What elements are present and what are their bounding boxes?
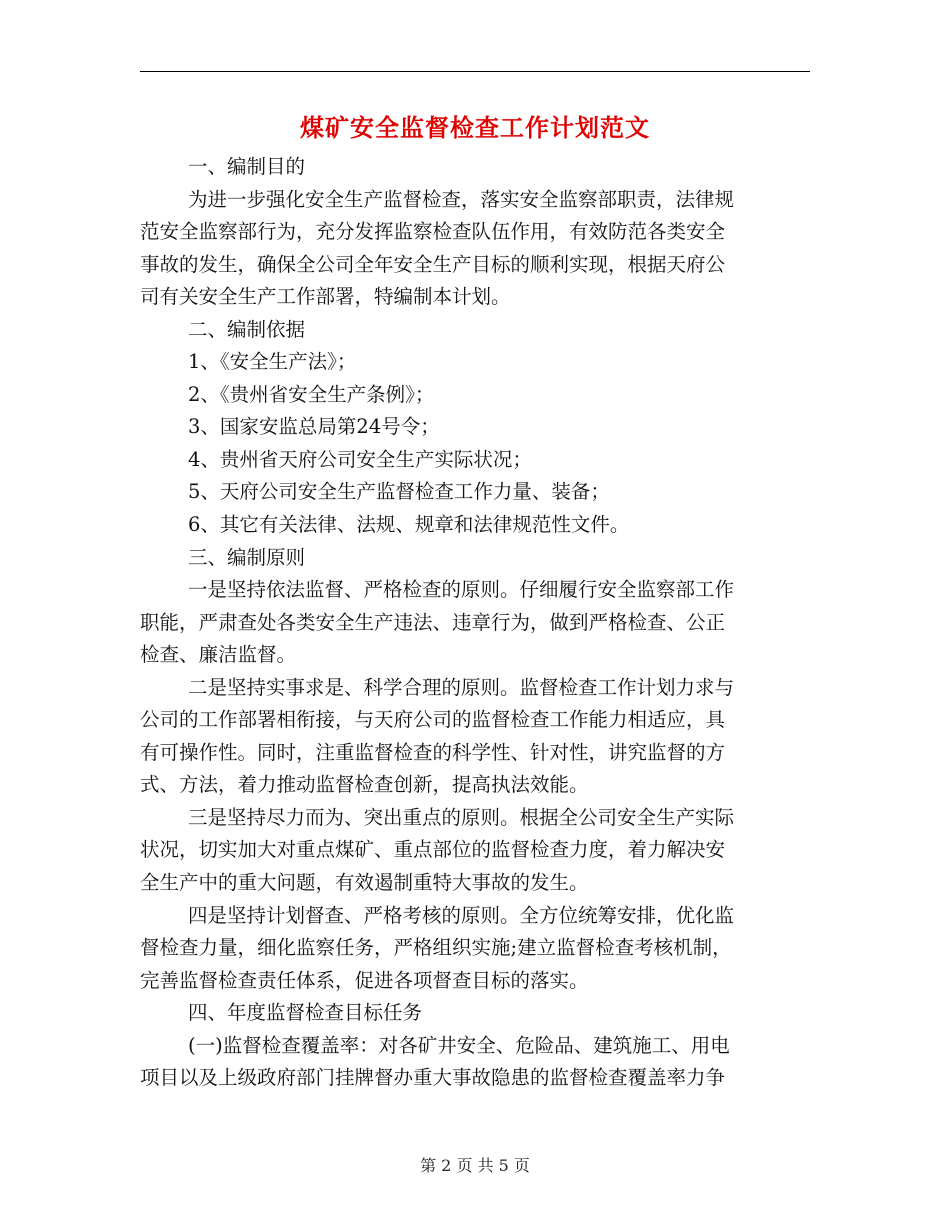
text-line: 二是坚持实事求是、科学合理的原则。监督检查工作计划力求与 bbox=[188, 675, 735, 699]
text-line: 三是坚持尽力而为、突出重点的原则。根据全公司安全生产实际 bbox=[188, 805, 735, 829]
text-line: 1、《安全生产法》； bbox=[188, 350, 357, 374]
text-line: 6、其它有关法律、法规、规章和法律规范性文件。 bbox=[188, 513, 630, 537]
text-line: 2、《贵州省安全生产条例》； bbox=[188, 382, 435, 406]
text-line: 状况，切实加大对重点煤矿、重点部位的监督检查力度，着力解决安 bbox=[140, 838, 726, 862]
text-line: 司有关安全生产工作部署，特编制本计划。 bbox=[140, 285, 511, 309]
text-line: 公司的工作部署相衔接，与天府公司的监督检查工作能力相适应，具 bbox=[140, 708, 726, 732]
text-line: 范安全监察部行为，充分发挥监察检查队伍作用，有效防范各类安全 bbox=[140, 220, 726, 244]
text-line: 3、国家安监总局第24号令； bbox=[188, 415, 440, 439]
text-line: 项目以及上级政府部门挂牌督办重大事故隐患的监督检查覆盖率力争 bbox=[140, 1066, 726, 1090]
text-line: 事故的发生，确保全公司全年安全生产目标的顺利实现，根据天府公 bbox=[140, 252, 726, 276]
text-line: 二、编制依据 bbox=[188, 317, 306, 341]
text-line: 5、天府公司安全生产监督检查工作力量、装备； bbox=[188, 480, 610, 504]
text-line: 督检查力量，细化监察任务，严格组织实施;建立监督检查考核机制， bbox=[140, 936, 732, 960]
text-line: 式、方法，着力推动监督检查创新，提高执法效能。 bbox=[140, 773, 589, 797]
text-line: 有可操作性。同时，注重监督检查的科学性、针对性，讲究监督的方 bbox=[140, 740, 726, 764]
text-line: 4、贵州省天府公司安全生产实际状况； bbox=[188, 447, 532, 471]
text-line: 一是坚持依法监督、严格检查的原则。仔细履行安全监察部工作 bbox=[188, 578, 735, 602]
text-line: 三、编制原则 bbox=[188, 545, 306, 569]
text-line: 检查、廉洁监督。 bbox=[140, 643, 297, 667]
text-line: 职能，严肃查处各类安全生产违法、违章行为，做到严格检查、公正 bbox=[140, 610, 726, 634]
page-footer: 第 2 页 共 5 页 bbox=[420, 1156, 530, 1175]
text-line: 完善监督检查责任体系，促进各项督查目标的落实。 bbox=[140, 968, 589, 992]
text-line: 四、年度监督检查目标任务 bbox=[188, 1001, 423, 1025]
document-title: 煤矿安全监督检查工作计划范文 bbox=[300, 113, 650, 142]
text-line: 全生产中的重大问题，有效遏制重特大事故的发生。 bbox=[140, 871, 589, 895]
text-line: 为进一步强化安全生产监督检查，落实安全监察部职责，法律规 bbox=[188, 187, 735, 211]
text-line: 一、编制目的 bbox=[188, 155, 306, 178]
header-rule bbox=[140, 71, 810, 72]
text-line: (一)监督检查覆盖率：对各矿井安全、危险品、建筑施工、用电 bbox=[188, 1033, 730, 1057]
text-line: 四是坚持计划督查、严格考核的原则。全方位统筹安排，优化监 bbox=[188, 903, 735, 927]
document-body bbox=[140, 151, 800, 1095]
